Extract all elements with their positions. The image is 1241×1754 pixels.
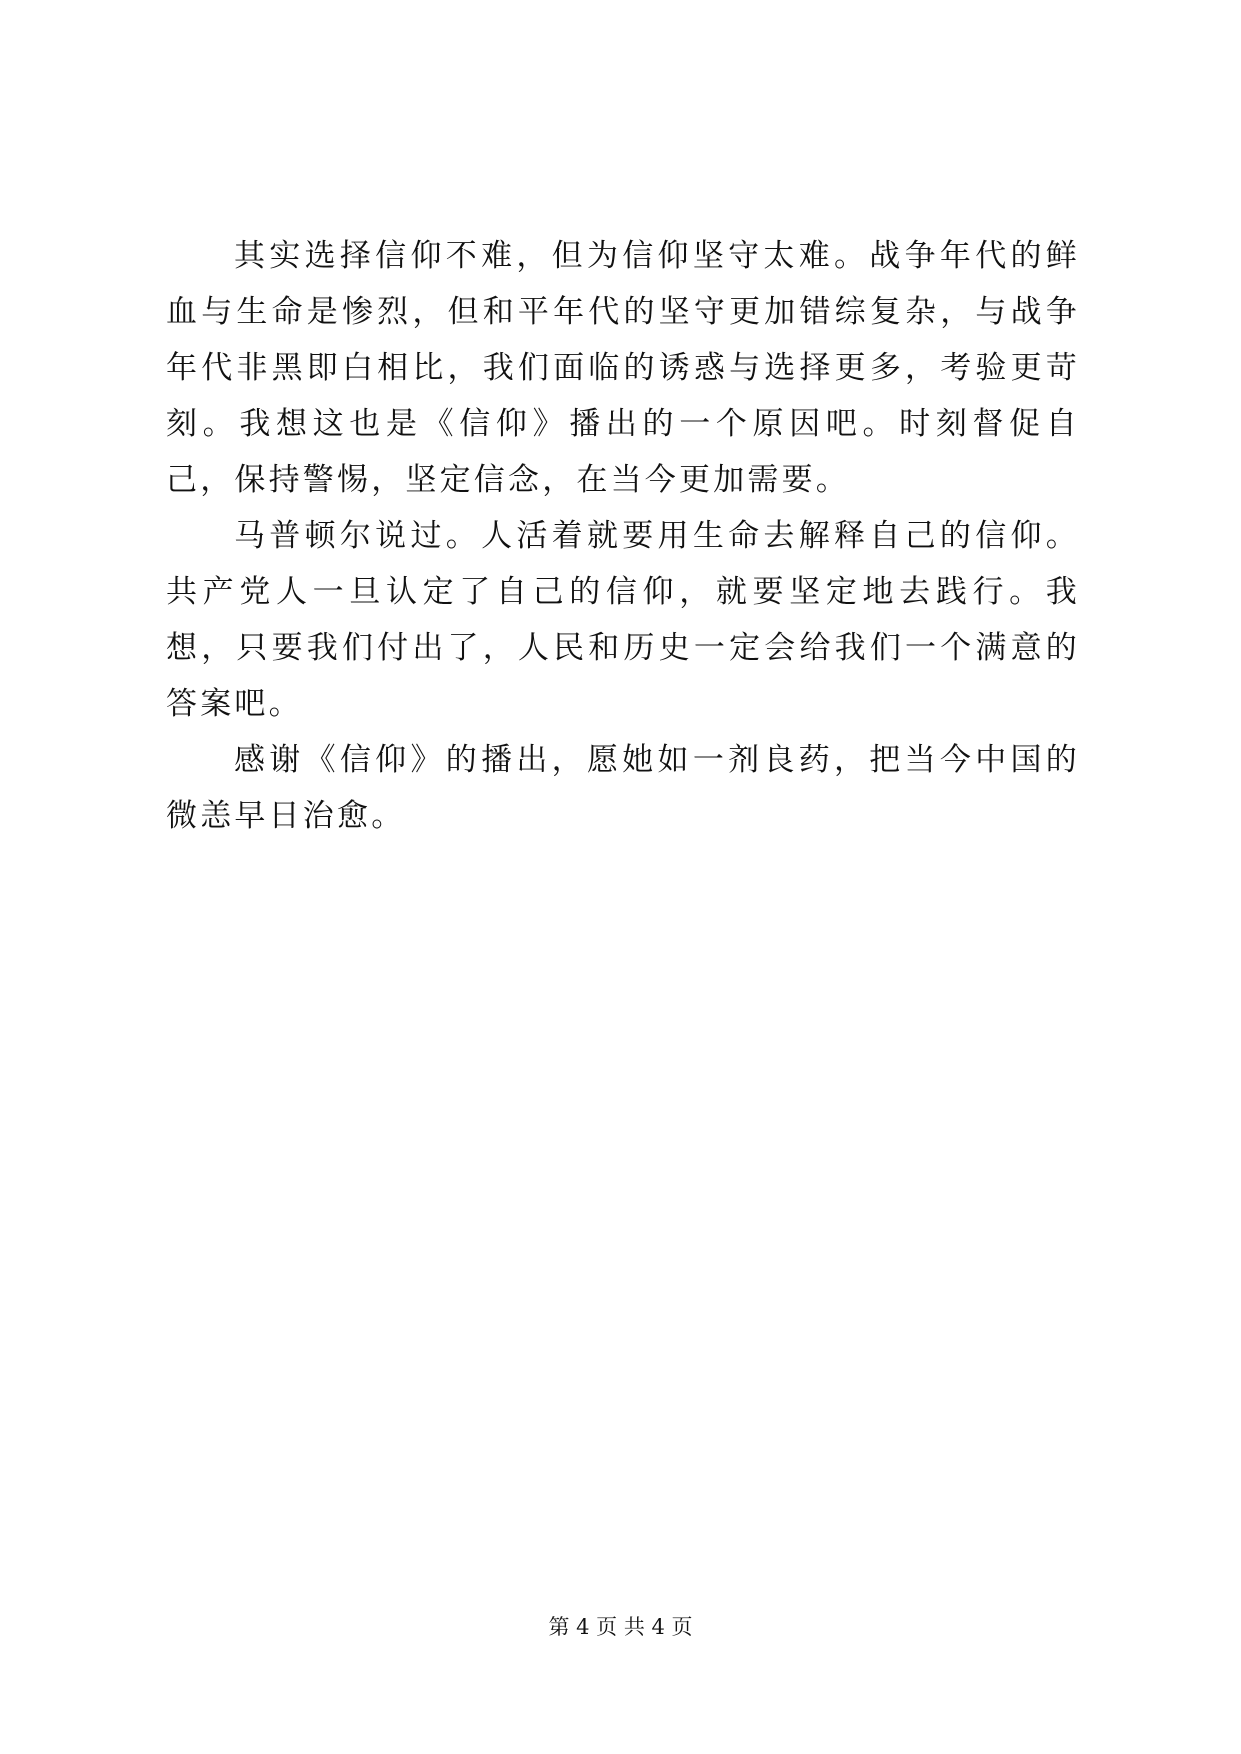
paragraph-1: 其实选择信仰不难，但为信仰坚守太难。战争年代的鲜血与生命是惨烈，但和平年代的坚守更加错综复杂，与战争年代非黑即白相比，我们面临的诱惑与选择更多，考验更苛刻。我想这也是《信仰》播出的一个原因吧。时刻督促自己，保持警惕，坚定信念，在当今更加需要。 — [166, 238, 1080, 498]
document-body — [166, 228, 1080, 844]
paragraph-2: 马普顿尔说过。人活着就要用生命去解释自己的信仰。共产党人一旦认定了自己的信仰，就要坚定地去践行。我想，只要我们付出了，人民和历史一定会给我们一个满意的答案吧。 — [166, 518, 1080, 722]
page-footer: 第 4 页 共 4 页 — [548, 1615, 693, 1639]
paragraph-3: 感谢《信仰》的播出，愿她如一剂良药，把当今中国的微恙早日治愈。 — [166, 742, 1080, 834]
